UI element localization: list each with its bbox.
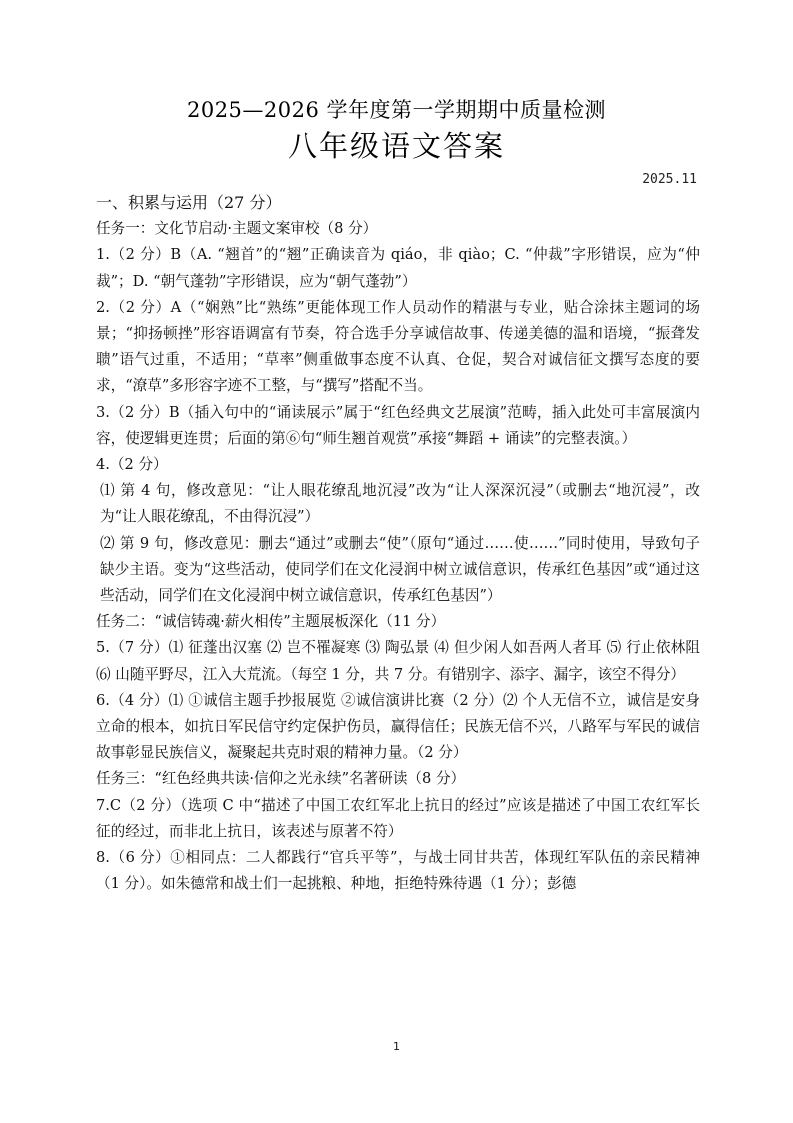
task-heading: 任务三：“红色经典共读·信仰之光永续”名著研读（8 分） bbox=[96, 770, 466, 788]
answer-item: 8.（6 分）①相同点：二人都践行“官兵平等”，与战士同甘共苦，体现红军队伍的亲民精神（1 分）。如朱德常和战士们一起挑粮、种地，拒绝特殊待遇（1 分）；彭德 bbox=[96, 849, 700, 893]
task-heading: 任务二：“诚信铸魂·薪火相传”主题展板深化（11 分） bbox=[96, 613, 446, 631]
task-heading: 任务一：文化节启动·主题文案审校（8 分） bbox=[96, 220, 378, 238]
answer-body bbox=[96, 190, 700, 897]
answer-item: 3.（2 分）B（插入句中的“诵读展示”属于“红色经典文艺展演”范畴，插入此处可丰富展演内容，使逻辑更连贯；后面的第⑥句“师生翘首观赏”承接“舞蹈 + 诵读”的完整表演。） bbox=[96, 403, 700, 447]
exam-subtitle: 八年级语文答案 bbox=[287, 129, 505, 163]
answer-subitem: ⑵ 第 9 句，修改意见：删去“通过”或删去“使”（原句“通过……使……”同时使用，导致句子缺少主语。变为“这些活动，使同学们在文化浸润中树立诚信意识，传承红色基因”或“通过这些活动，同学们在文化浸润中树立诚信意识，传承红色基因”） bbox=[100, 534, 700, 605]
answer-item: 7.C（2 分）（选项 C 中“描述了中国工农红军北上抗日的经过”应该是描述了中国工农红军长征的经过，而非北上抗日，该表述与原著不符） bbox=[96, 796, 700, 840]
answer-item: 5.（7 分）⑴ 征蓬出汉塞 ⑵ 岂不罹凝寒 ⑶ 陶弘景 ⑷ 但少闲人如吾两人者耳 ⑸ 行止依林阻 ⑹ 山随平野尽，江入大荒流。（每空 1 分，共 7 分。有错别字、添字、漏字，该空不得分） bbox=[96, 639, 700, 683]
section-heading: 一、积累与运用（27 分） bbox=[96, 193, 282, 212]
answer-subitem: ⑴ 第 4 句，修改意见：“让人眼花缭乱地沉浸”改为“让人深深沉浸”（或删去“地沉浸”，改为“让人眼花缭乱，不由得沉浸”） bbox=[100, 482, 700, 526]
answer-item: 1.（2 分）B（A. “翘首”的“翘”正确读音为 qiáo，非 qiào；C. “仲裁”字形错误，应为“仲裁”；D. “朝气蓬勃”字形错误，应为“朝气蓬勃”） bbox=[96, 246, 700, 290]
answer-item: 2.（2 分）A（“娴熟”比“熟练”更能体现工作人员动作的精湛与专业，贴合涂抹主题词的场景；“抑扬顿挫”形容语调富有节奏，符合选手分享诚信故事、传递美德的温和语境，“振聋发聩”语气过重，不适用；“草率”侧重做事态度不认真、仓促，契合对诚信征文撰写态度的要求，“潦草”多形容字迹不工整，与“撰写”搭配不当。 bbox=[96, 298, 700, 395]
answer-item: 6.（4 分）⑴ ①诚信主题手抄报展览 ②诚信演讲比赛（2 分）⑵ 个人无信不立，诚信是安身立命的根本，如抗日军民信守约定保护伤员，赢得信任；民族无信不兴，八路军与军民的诚信故事彰显民族信义，凝聚起共克时艰的精神力量。（2 分） bbox=[96, 691, 700, 762]
exam-title: 2025—2026 学年度第一学期期中质量检测 bbox=[186, 98, 607, 122]
exam-date: 2025.11 bbox=[642, 172, 697, 187]
page-number: 1 bbox=[393, 1040, 400, 1053]
answer-item: 4.（2 分） bbox=[96, 456, 168, 474]
